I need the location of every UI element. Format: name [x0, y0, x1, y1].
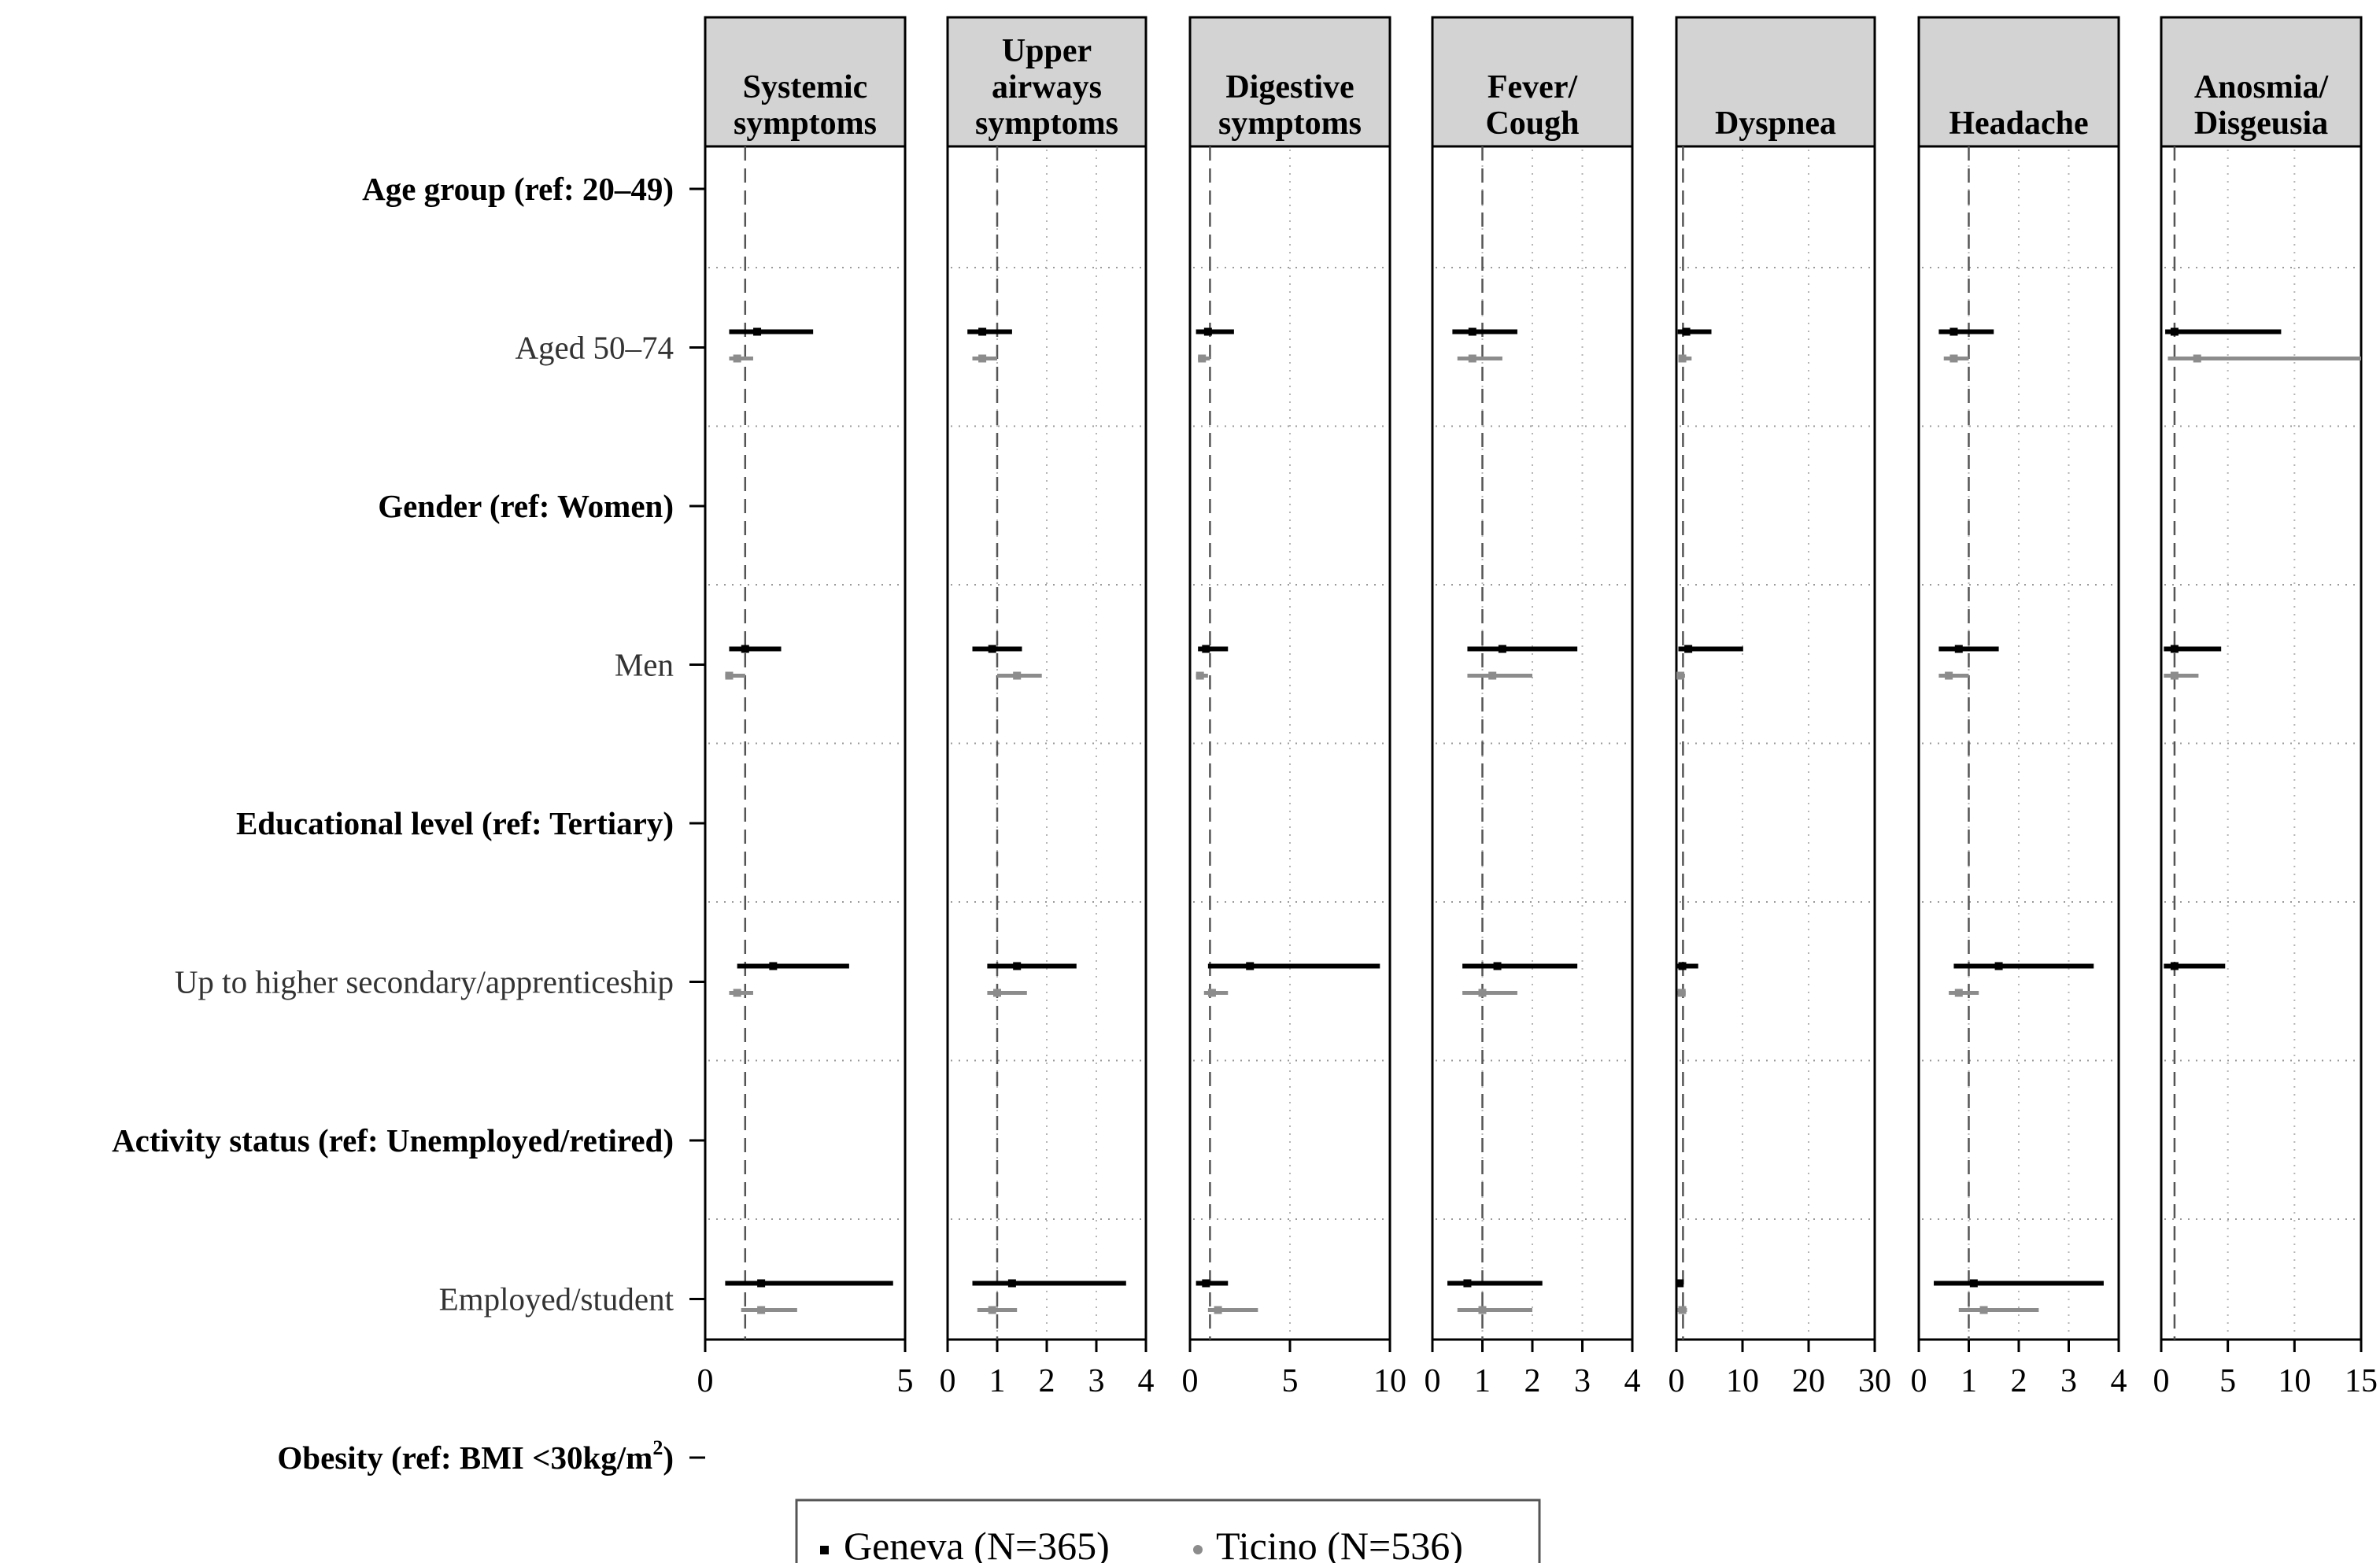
x-tick-label: 3: [1574, 1363, 1591, 1399]
point-ticino: [1679, 1306, 1687, 1314]
x-tick-label: 3: [2060, 1363, 2077, 1399]
panel-title: Systemic: [742, 69, 868, 105]
point-ticino: [1013, 672, 1021, 680]
point-geneva: [978, 328, 986, 336]
row-label: Age group (ref: 20–49): [362, 171, 674, 207]
point-geneva: [1469, 328, 1476, 336]
x-tick-label: 0: [1668, 1363, 1685, 1399]
point-ticino: [1479, 1306, 1487, 1314]
panel-title: Digestive: [1225, 69, 1354, 105]
panel: [1669, 17, 1892, 1563]
point-ticino: [2171, 672, 2179, 680]
panel: [940, 17, 1155, 1563]
point-ticino: [734, 355, 741, 363]
point-geneva: [1970, 1280, 1978, 1288]
panel-title: Dyspnea: [1714, 105, 1837, 142]
point-geneva: [2171, 963, 2179, 970]
panel-title: symptoms: [974, 105, 1119, 142]
x-tick-label: 0: [1910, 1363, 1927, 1399]
panel-title: Anosmia/: [2193, 69, 2329, 105]
point-ticino: [734, 989, 741, 997]
row-label: Educational level (ref: Tertiary): [235, 805, 674, 841]
x-tick-label: 2: [1038, 1363, 1055, 1399]
x-tick-label: 3: [1088, 1363, 1105, 1399]
point-geneva: [1013, 963, 1021, 970]
point-geneva: [1463, 1280, 1471, 1288]
point-geneva: [1008, 1280, 1016, 1288]
x-tick-label: 0: [2153, 1363, 2170, 1399]
x-tick-label: 1: [1474, 1363, 1491, 1399]
x-tick-label: 1: [1961, 1363, 1977, 1399]
point-ticino: [725, 672, 733, 680]
panel-title: Upper: [1001, 33, 1092, 69]
point-ticino: [978, 355, 986, 363]
point-geneva: [1494, 963, 1502, 970]
point-ticino: [1676, 672, 1684, 680]
point-geneva: [1949, 328, 1957, 336]
point-ticino: [1679, 355, 1687, 363]
panel: [1911, 17, 2127, 1563]
panel: [1182, 17, 1407, 1563]
point-ticino: [1980, 1306, 1988, 1314]
point-geneva: [1684, 645, 1692, 653]
point-geneva: [753, 328, 761, 336]
point-geneva: [1246, 963, 1254, 970]
row-label: Obesity (ref: BMI $<30kg/m^2$): [277, 1436, 674, 1476]
point-ticino: [1208, 989, 1216, 997]
point-geneva: [2171, 645, 2179, 653]
point-geneva: [1676, 1280, 1683, 1288]
x-tick-label: 4: [1137, 1363, 1155, 1399]
panel-title: Cough: [1485, 105, 1580, 142]
point-geneva: [1499, 645, 1506, 653]
row-label: Activity status (ref: Unemployed/retired): [112, 1122, 674, 1159]
legend-label-ticino: Ticino (N=536): [1216, 1524, 1463, 1563]
point-ticino: [1469, 355, 1476, 363]
x-tick-label: 1: [989, 1363, 1006, 1399]
x-tick-label: 5: [2219, 1363, 2237, 1399]
x-tick-label: 10: [2278, 1363, 2312, 1399]
x-tick-label: 5: [1281, 1363, 1299, 1399]
point-ticino: [1955, 989, 1963, 997]
point-geneva: [741, 645, 749, 653]
row-label: Gender (ref: Women): [378, 488, 674, 524]
panel: [2153, 17, 2378, 1563]
panel: [1425, 17, 1641, 1563]
point-geneva: [1679, 963, 1687, 970]
x-tick-label: 0: [1181, 1363, 1199, 1399]
row-label: Aged 50–74: [515, 329, 674, 366]
panel-title: airways: [992, 69, 1102, 105]
point-ticino: [1949, 355, 1957, 363]
point-ticino: [757, 1306, 765, 1314]
point-ticino: [989, 1306, 996, 1314]
x-tick-label: 0: [939, 1363, 956, 1399]
panel-title: Fever/: [1487, 69, 1578, 105]
x-tick-label: 2: [1524, 1363, 1541, 1399]
panel-title: symptoms: [733, 105, 878, 142]
point-geneva: [1995, 963, 2003, 970]
row-label: Up to higher secondary/apprenticeship: [174, 963, 674, 1000]
x-tick-label: 15: [2345, 1363, 2378, 1399]
point-ticino: [1678, 989, 1686, 997]
row-label: Employed/student: [438, 1281, 674, 1318]
point-geneva: [2171, 328, 2179, 336]
point-geneva: [1955, 645, 1963, 653]
point-geneva: [1202, 645, 1210, 653]
x-tick-label: 4: [2110, 1363, 2127, 1399]
panel-title: symptoms: [1218, 105, 1362, 142]
legend-marker-geneva: [820, 1546, 829, 1554]
panel: [697, 17, 914, 1563]
point-ticino: [1945, 672, 1953, 680]
point-ticino: [1198, 355, 1206, 363]
point-ticino: [1479, 989, 1487, 997]
point-geneva: [1204, 328, 1212, 336]
x-tick-label: 4: [1624, 1363, 1641, 1399]
panel-title: Disgeusia: [2193, 105, 2329, 142]
point-ticino: [1214, 1306, 1222, 1314]
legend-label-geneva: Geneva (N=365): [844, 1524, 1110, 1563]
point-ticino: [1196, 672, 1204, 680]
panel-title: Headache: [1949, 105, 2089, 142]
point-geneva: [757, 1280, 765, 1288]
x-tick-label: 10: [1726, 1363, 1759, 1399]
x-tick-label: 10: [1373, 1363, 1406, 1399]
x-tick-label: 0: [697, 1363, 714, 1399]
x-tick-label: 2: [2010, 1363, 2027, 1399]
point-geneva: [769, 963, 777, 970]
point-geneva: [989, 645, 996, 653]
point-geneva: [1202, 1280, 1210, 1288]
point-ticino: [993, 989, 1001, 997]
x-tick-label: 0: [1424, 1363, 1441, 1399]
x-tick-label: 5: [896, 1363, 914, 1399]
point-geneva: [1683, 328, 1691, 336]
row-label: Men: [614, 646, 674, 683]
legend: [796, 1500, 1539, 1563]
point-ticino: [2193, 355, 2201, 363]
x-tick-label: 20: [1792, 1363, 1825, 1399]
x-tick-label: 30: [1858, 1363, 1891, 1399]
point-ticino: [1488, 672, 1496, 680]
legend-marker-ticino: [1193, 1545, 1203, 1554]
